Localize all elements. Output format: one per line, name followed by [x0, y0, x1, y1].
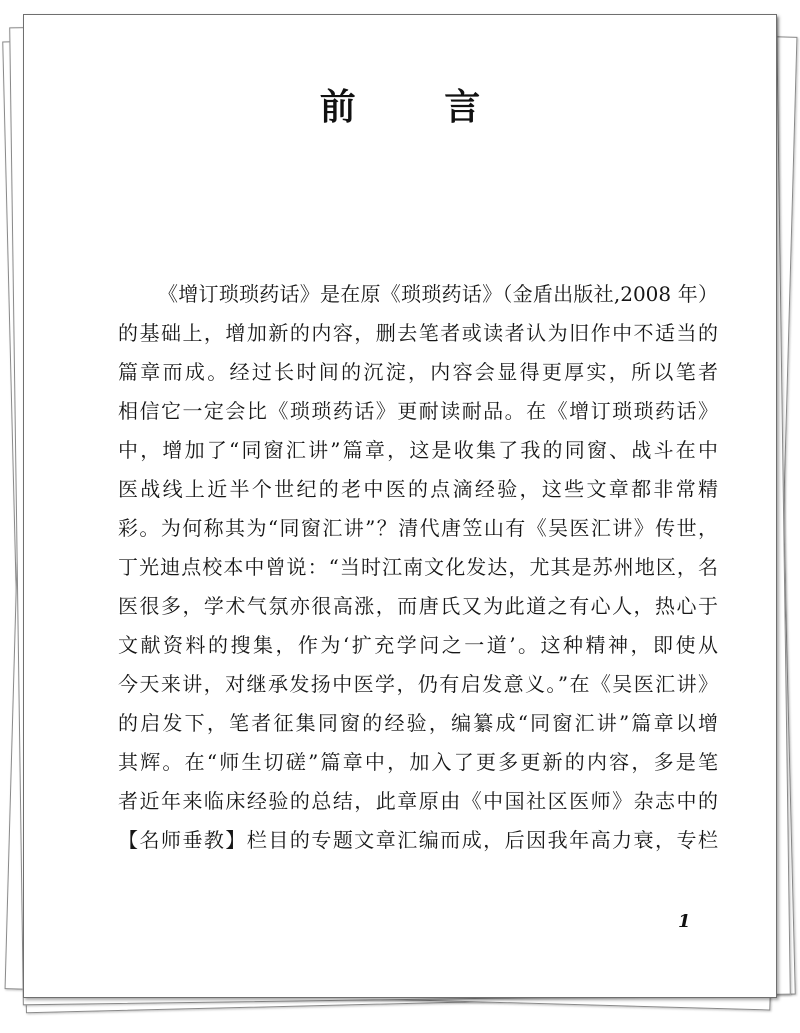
text-line: 【名师垂教】栏目的专题文章汇编而成，后因我年高力衰，专栏 — [118, 828, 718, 852]
text-line: 的基础上，增加新的内容，删去笔者或读者认为旧作中不适当的 — [118, 321, 718, 345]
text-line: 篇章而成。经过长时间的沉淀，内容会显得更厚实，所以笔者 — [118, 360, 718, 384]
document-page — [23, 14, 777, 998]
text-line: 文献资料的搜集，作为‘扩充学问之一道’。这种精神，即使从 — [118, 633, 718, 657]
page-title: 前 言 — [319, 86, 519, 128]
text-line: 中，增加了“同窗汇讲”篇章，这是收集了我的同窗、战斗在中 — [118, 438, 718, 462]
preface-paragraph — [118, 275, 718, 860]
page-number: 1 — [678, 911, 691, 932]
text-line: 《增订琐琐药话》是在原《琐琐药话》（金盾出版社,2008 年） — [158, 282, 718, 306]
text-line: 相信它一定会比《琐琐药话》更耐读耐品。在《增订琐琐药话》 — [118, 399, 718, 423]
text-line: 的启发下，笔者征集同窗的经验，编纂成“同窗汇讲”篇章以增 — [118, 711, 718, 735]
text-line: 今天来讲，对继承发扬中医学，仍有启发意义。”在《吴医汇讲》 — [118, 672, 718, 696]
text-line: 者近年来临床经验的总结，此章原由《中国社区医师》杂志中的 — [118, 789, 718, 813]
text-line: 丁光迪点校本中曾说：“当时江南文化发达，尤其是苏州地区，名 — [118, 555, 718, 579]
text-line: 医战线上近半个世纪的老中医的点滴经验，这些文章都非常精 — [118, 477, 718, 501]
text-line: 彩。为何称其为“同窗汇讲”？清代唐笠山有《吴医汇讲》传世， — [118, 516, 718, 540]
text-line: 医很多，学术气氛亦很高涨，而唐氏又为此道之有心人，热心于 — [118, 594, 718, 618]
text-line: 其辉。在“师生切磋”篇章中，加入了更多更新的内容，多是笔 — [118, 750, 718, 774]
